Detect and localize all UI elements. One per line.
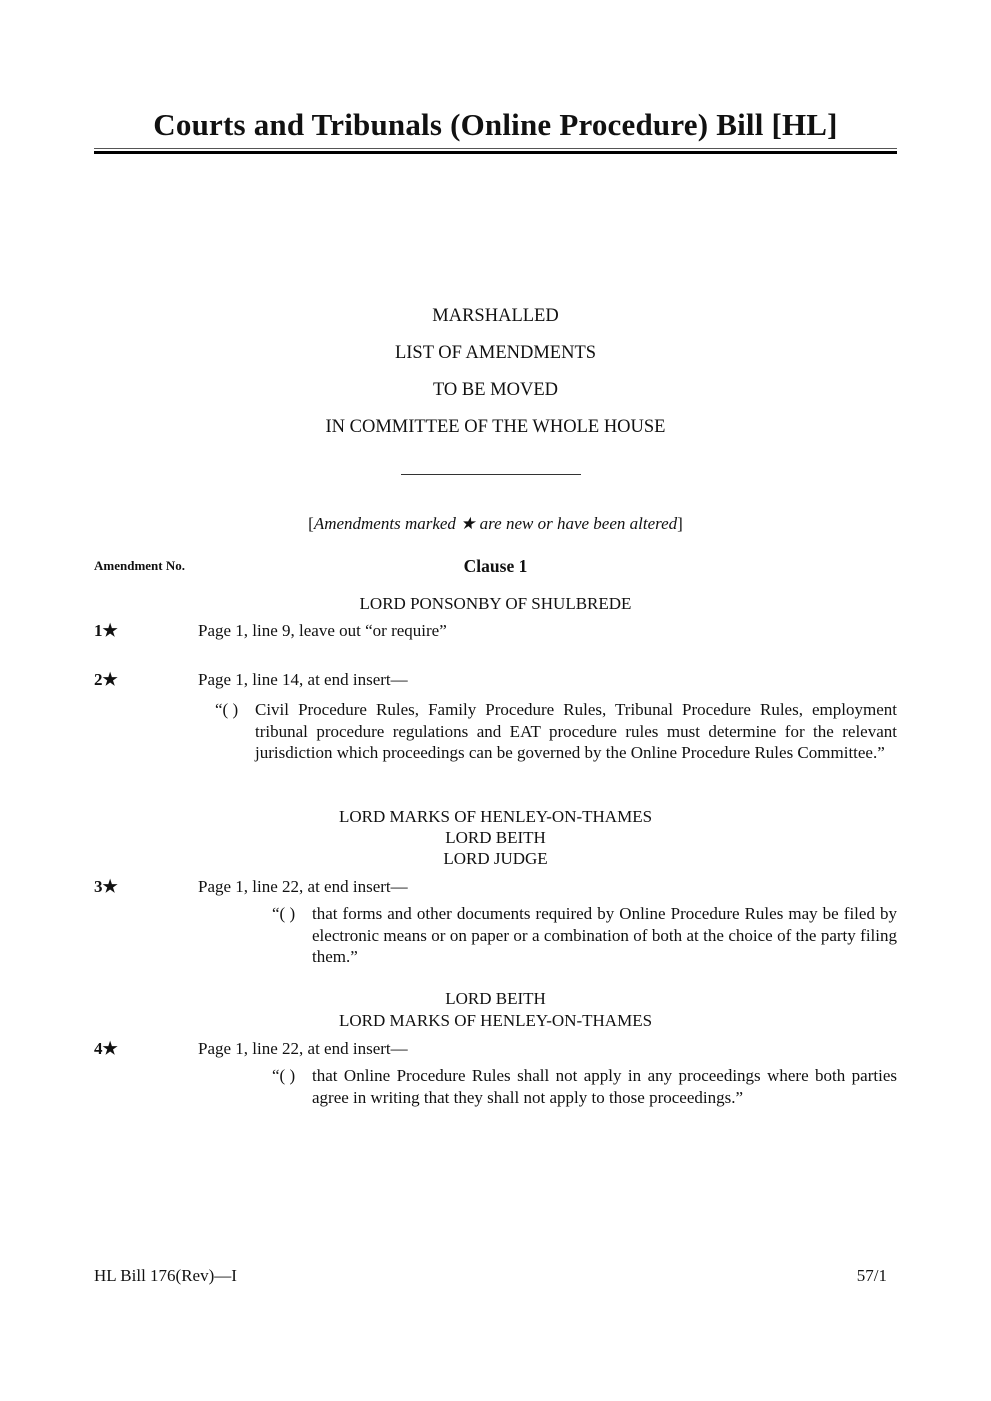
amendment-number-label: Amendment No. — [94, 558, 185, 573]
quote-mark: “( ) — [215, 700, 239, 719]
separator-rule — [401, 474, 581, 475]
quote-body: that forms and other documents required by Online Procedure Rules may be filed by electronic means or on paper or a combination of both at the choice of the party filing them.” — [312, 904, 897, 966]
amendment-text — [272, 903, 897, 968]
title-rule-thick — [94, 151, 897, 154]
amendment-instruction: Page 1, line 22, at end insert— — [198, 1039, 408, 1058]
sponsor: LORD PONSONBY OF SHULBREDE — [359, 594, 632, 613]
sponsor: LORD MARKS OF HENLEY-ON-THAMES — [338, 1011, 653, 1030]
amendment-text — [272, 1065, 897, 1108]
heading-line: LIST OF AMENDMENTS — [394, 343, 597, 363]
quote-body: Civil Procedure Rules, Family Procedure Rules, Tribunal Procedure Rules, employment tribunal procedure regulations and EAT procedure rules must determine for the relevant jurisdiction which proceedings can be governed by the Online Procedure Rules Committee.” — [255, 700, 897, 762]
page-reference: 57/1 — [856, 1266, 887, 1285]
sponsor: LORD JUDGE — [443, 849, 548, 868]
quote-mark: “( ) — [272, 1066, 296, 1085]
amendment-number: 3★ — [94, 877, 118, 896]
heading-line: MARSHALLED — [432, 306, 559, 326]
title-rule-thin — [94, 148, 897, 149]
amendment-number: 4★ — [94, 1039, 118, 1058]
sponsor: LORD BEITH — [445, 989, 546, 1008]
amendment-instruction: Page 1, line 22, at end insert— — [198, 877, 408, 896]
quote-mark: “( ) — [272, 904, 296, 923]
quote-body: that Online Procedure Rules shall not apply in any proceedings where both parties agree in writing that they shall not apply to those proceedings.” — [312, 1066, 897, 1107]
sponsor: LORD MARKS OF HENLEY-ON-THAMES — [338, 807, 653, 826]
sponsor: LORD BEITH — [445, 828, 546, 847]
heading-line: IN COMMITTEE OF THE WHOLE HOUSE — [325, 417, 666, 437]
amendments-note — [94, 514, 897, 534]
bill-reference: HL Bill 176(Rev)—I — [94, 1266, 237, 1285]
amendment-instruction: Page 1, line 14, at end insert— — [198, 670, 408, 689]
heading-line: TO BE MOVED — [432, 380, 559, 400]
note-bracket-open: [ — [308, 514, 314, 533]
note-text: Amendments marked ★ are new or have been altered — [313, 514, 678, 533]
amendment-number: 1★ — [94, 621, 118, 640]
amendment-instruction: Page 1, line 9, leave out “or require” — [198, 621, 447, 640]
amendment-number: 2★ — [94, 670, 118, 689]
clause-heading: Clause 1 — [463, 556, 528, 576]
bill-title: Courts and Tribunals (Online Procedure) Bill [HL] — [153, 107, 838, 142]
amendment-text — [215, 699, 897, 764]
note-bracket-close: ] — [677, 514, 683, 533]
